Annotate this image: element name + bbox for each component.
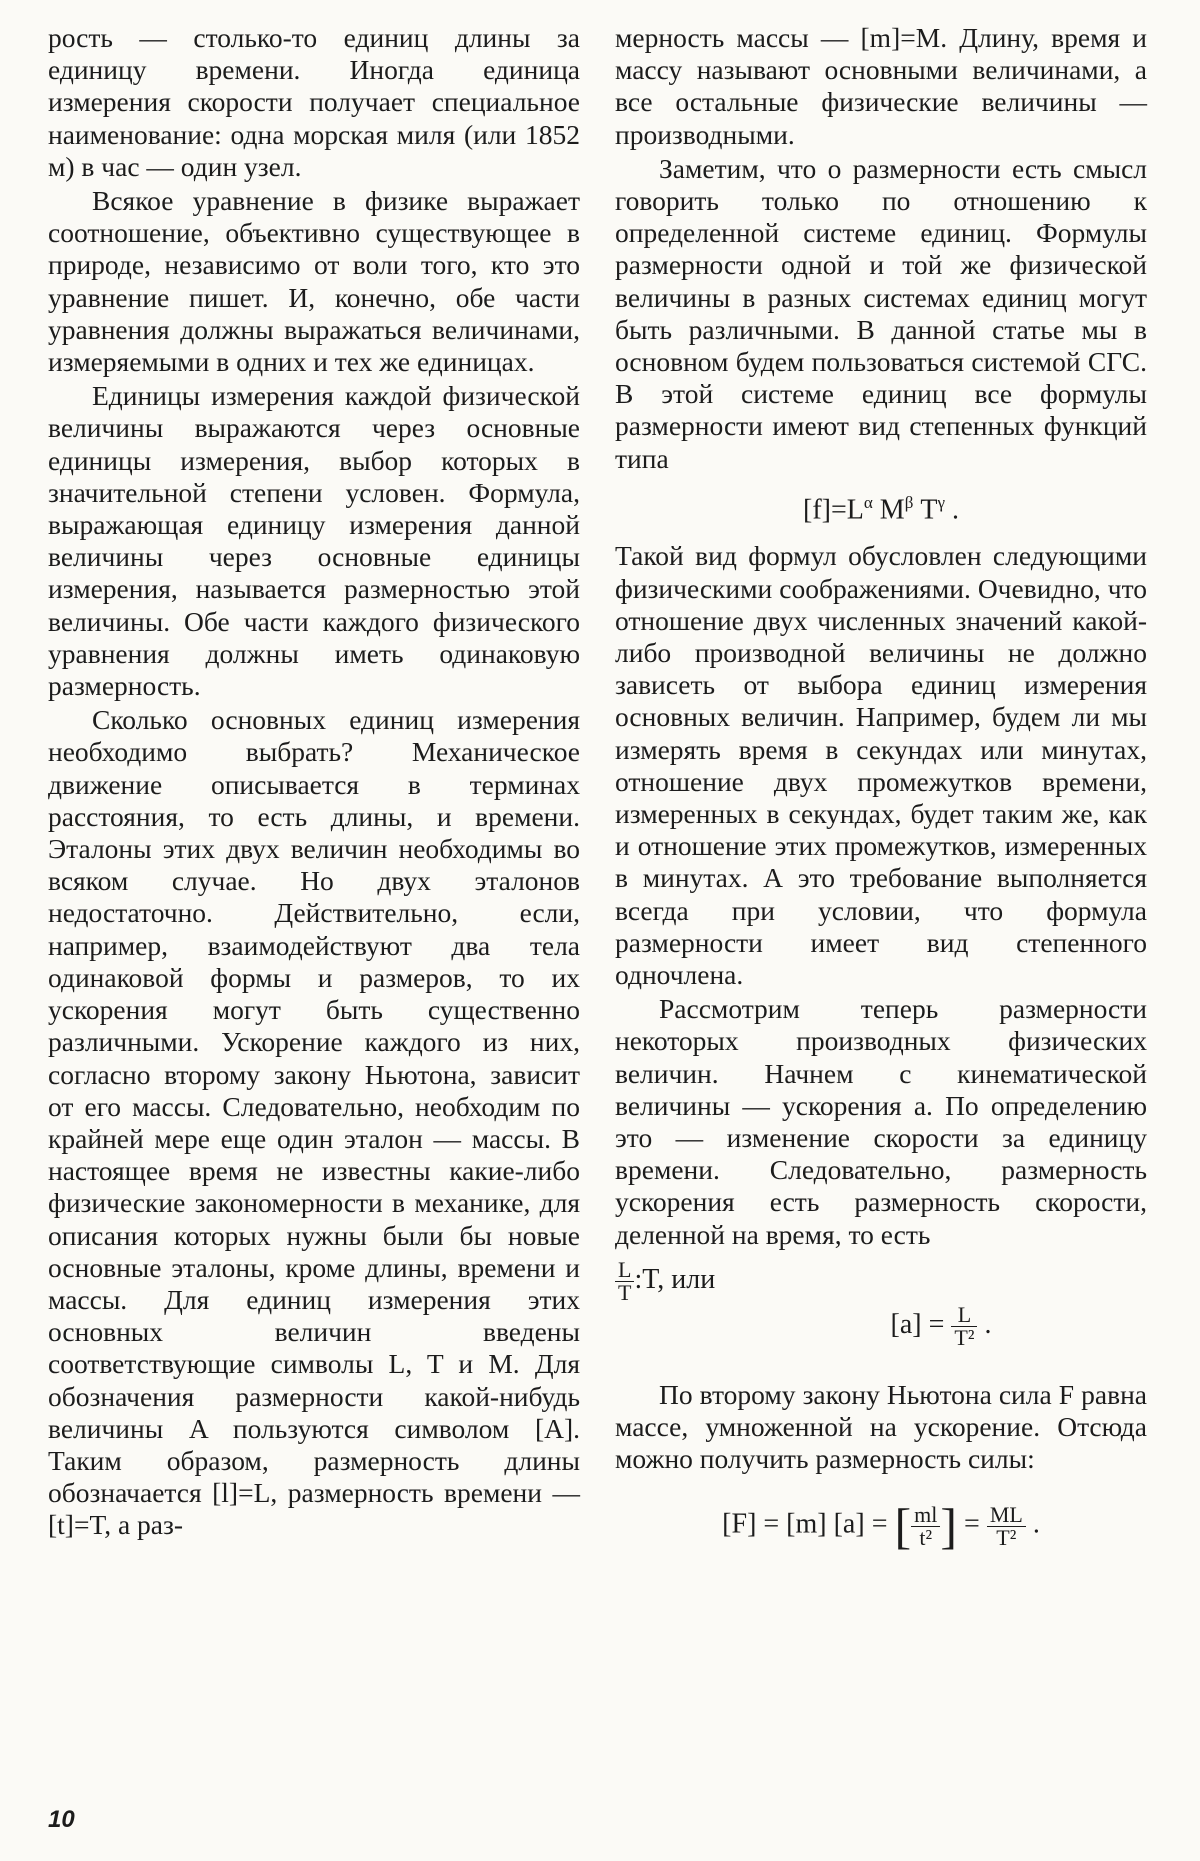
formula-text: . (984, 1308, 992, 1340)
page-number: 10 (48, 1806, 75, 1833)
paragraph: Заметим, что о размерности есть смысл говорить только по отношению к определенной системе единиц. Формулы размерности одной и той же физической величины в разных системах единиц могут быть различными. В данной статье мы в основном будем пользоваться системой СГС. В этой системе единиц все формулы размерности имеют вид степенных функций типа (615, 152, 1147, 474)
formula-text: :T, или (634, 1263, 716, 1295)
formula-text: T (920, 494, 938, 526)
paragraph: Сколько основных единиц измерения необходимо выбрать? Механическое движение описывается в терминах расстояния, то есть длины, и времени. Эталоны этих двух величин необходимы во всяком случае. Но двух эталонов недостаточно. Действительно, если, например, взаимодействуют два тела одинаковой формы и размеров, то их ускорения могут быть существенно различными. Ускорение каждого из них, согласно второму закону Ньютона, зависит от его массы. Следовательно, необходим по крайней мере еще один эталон — массы. В настоящее время не известны какие-либо физические закономерности в механике, для описания которых нужны были бы новые основные эталоны, кроме длины, времени и массы. Для единиц измерения этих основных величин введены соответствующие символы L, T и M. Для обозначения размерности какой-нибудь величины A пользуются символом [A]. Таким образом, размерность длины обозначается [l]=L, размерность времени — [t]=T, а раз- (48, 704, 580, 1541)
paragraph: Единицы измерения каждой физической величины выражаются через основные единицы измерения, выбор которых в значительной степени условен. Формула, выражающая единицу измерения данной величины через основные единицы измерения, называется размерностью этой величины. Обе части каждого физического уравнения должны иметь одинаковую размерность. (48, 380, 580, 702)
fraction (615, 1256, 634, 1305)
fraction (911, 1501, 940, 1550)
formula-text: . (951, 494, 959, 526)
paragraph: По второму закону Ньютона сила F равна массе, умноженной на ускорение. Отсюда можно получить размерность силы: (615, 1378, 1147, 1475)
fraction (951, 1301, 977, 1350)
formula-text: . (1032, 1508, 1040, 1540)
formula-exponent: α (863, 492, 873, 512)
bracket-left: [ (894, 1498, 912, 1555)
paragraph: рость — столько-то единиц длины за единицу времени. Иногда единица измерения скорости получает специальное наименование: одна морская миля (или 1852 м) в час — один узел. (48, 22, 580, 182)
formula-text: [F] = [m] [a] = (722, 1508, 888, 1540)
fraction (987, 1501, 1026, 1550)
formula-acceleration (735, 1301, 1147, 1350)
left-column (48, 22, 580, 1542)
formula-text: [a] = (890, 1308, 945, 1340)
formula-power-function (615, 487, 1147, 527)
formula-text: = (964, 1508, 980, 1540)
paragraph: мерность массы — [m]=M. Длину, время и массу называют основными величинами, а все остальные физические величины — производными. (615, 22, 1147, 150)
right-column (615, 22, 1147, 1565)
fraction-numerator: ML (987, 1504, 1026, 1527)
fraction-denominator: T² (954, 1324, 975, 1350)
formula-text: [f]=L (803, 494, 864, 526)
bracket-right: ] (940, 1498, 958, 1555)
formula-force (615, 1498, 1147, 1555)
paragraph: Такой вид формул обусловлен следующими физическими соображениями. Очевидно, что отношение двух численных значений какой-либо производной величины не должно зависеть от выбора единиц измерения основных величин. Например, будем ли мы измерять время в секундах или минутах, отношение двух промежутков времени, измеренных в секундах, будет таким же, как и отношение этих промежутков, измеренных в минутах. А это требование выполняется всегда при условии, что формула размерности имеет вид степенного одночлена. (615, 540, 1147, 991)
fraction-numerator: L (951, 1304, 977, 1327)
fraction-numerator: ml (911, 1504, 940, 1527)
paragraph: Рассмотрим теперь размерности некоторых производных физических величин. Начнем с кинематической величины — ускорения a. По определению это — изменение скорости за единицу времени. Следовательно, размерность ускорения есть размерность скорости, деленной на время, то есть (615, 993, 1147, 1250)
fraction-denominator: t² (919, 1524, 933, 1550)
formula-velocity-per-time (615, 1256, 1147, 1305)
fraction-denominator: T² (996, 1524, 1017, 1550)
fraction-denominator: T (618, 1279, 632, 1305)
formula-exponent: β (904, 492, 914, 512)
fraction-numerator: L (615, 1259, 634, 1282)
paragraph: Всякое уравнение в физике выражает соотношение, объективно существующее в природе, независимо от воли того, кто это уравнение пишет. И, конечно, обе части уравнения должны выражаться величинами, измеряемыми в одних и тех же единицах. (48, 185, 580, 378)
formula-exponent: γ (937, 492, 945, 512)
formula-text: M (879, 494, 905, 526)
